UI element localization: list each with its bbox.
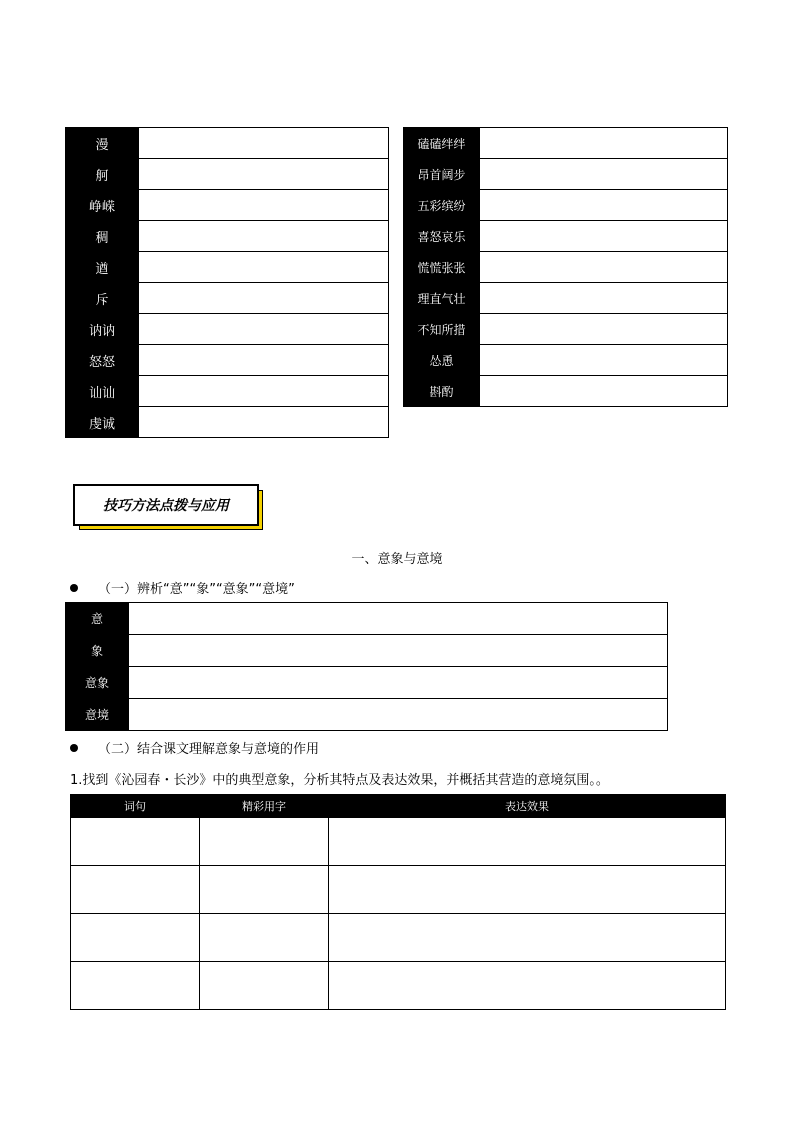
answer-field[interactable] bbox=[139, 190, 389, 221]
effect-cell[interactable] bbox=[329, 914, 726, 962]
vocab-word: 漫 bbox=[66, 128, 139, 159]
answer-field[interactable] bbox=[139, 252, 389, 283]
answer-field[interactable] bbox=[480, 190, 728, 221]
phrase-cell[interactable] bbox=[71, 866, 200, 914]
answer-field[interactable] bbox=[480, 345, 728, 376]
term-row bbox=[66, 699, 668, 731]
vocab-word: 五彩缤纷 bbox=[404, 190, 480, 221]
phrase-cell[interactable] bbox=[71, 962, 200, 1010]
key-word-cell[interactable] bbox=[200, 914, 329, 962]
method-banner bbox=[73, 484, 263, 530]
task-instruction: 1.找到《沁园春・长沙》中的典型意象，分析其特点及表达效果，并概括其营造的意境氛围。。 bbox=[70, 773, 609, 788]
term-answer-field[interactable] bbox=[129, 699, 668, 731]
vocab-word: 怒怒 bbox=[66, 345, 139, 376]
phrase-cell[interactable] bbox=[71, 914, 200, 962]
answer-field[interactable] bbox=[139, 221, 389, 252]
answer-field[interactable] bbox=[480, 159, 728, 190]
answer-field[interactable] bbox=[480, 128, 728, 159]
vocab-row bbox=[404, 159, 728, 190]
bullet-icon bbox=[70, 744, 78, 752]
bullet-icon bbox=[70, 584, 78, 592]
answer-field[interactable] bbox=[480, 376, 728, 407]
vocab-row bbox=[66, 159, 389, 190]
vocab-word: 斟酌 bbox=[404, 376, 480, 407]
key-word-cell[interactable] bbox=[200, 866, 329, 914]
vocab-row bbox=[66, 407, 389, 438]
vocab-row bbox=[66, 376, 389, 407]
vocab-word: 峥嵘 bbox=[66, 190, 139, 221]
term-row bbox=[66, 603, 668, 635]
vocab-row bbox=[66, 283, 389, 314]
analysis-header-row bbox=[71, 795, 726, 818]
vocab-word: 虔诚 bbox=[66, 407, 139, 438]
vocab-word: 慌慌张张 bbox=[404, 252, 480, 283]
vocab-word: 稠 bbox=[66, 221, 139, 252]
analysis-table bbox=[70, 794, 726, 1010]
terms-table bbox=[65, 602, 668, 731]
term-label: 象 bbox=[66, 635, 129, 667]
header-cell: 词句 bbox=[71, 795, 200, 818]
subsection-2-text: （二）结合课文理解意象与意境的作用 bbox=[98, 742, 320, 757]
answer-field[interactable] bbox=[480, 221, 728, 252]
answer-field[interactable] bbox=[139, 314, 389, 345]
vocab-row bbox=[404, 345, 728, 376]
effect-cell[interactable] bbox=[329, 818, 726, 866]
vocab-table-right bbox=[403, 127, 728, 407]
key-word-cell[interactable] bbox=[200, 818, 329, 866]
vocab-row bbox=[66, 190, 389, 221]
header-cell: 表达效果 bbox=[329, 795, 726, 818]
vocab-word: 昂首阔步 bbox=[404, 159, 480, 190]
vocab-word: 斥 bbox=[66, 283, 139, 314]
vocab-word: 遒 bbox=[66, 252, 139, 283]
term-answer-field[interactable] bbox=[129, 635, 668, 667]
vocab-table-left bbox=[65, 127, 389, 438]
answer-field[interactable] bbox=[480, 252, 728, 283]
analysis-row bbox=[71, 962, 726, 1010]
vocab-row bbox=[66, 314, 389, 345]
vocab-row bbox=[404, 283, 728, 314]
effect-cell[interactable] bbox=[329, 962, 726, 1010]
vocab-row bbox=[66, 128, 389, 159]
vocab-row bbox=[404, 128, 728, 159]
term-label: 意境 bbox=[66, 699, 129, 731]
answer-field[interactable] bbox=[139, 376, 389, 407]
subsection-1-text: （一）辨析“意”“象”“意象”“意境” bbox=[98, 582, 295, 597]
vocab-word: 磕磕绊绊 bbox=[404, 128, 480, 159]
answer-field[interactable] bbox=[480, 283, 728, 314]
vocab-word: 讪讪 bbox=[66, 376, 139, 407]
section-title: 一、意象与意境 bbox=[351, 552, 443, 567]
term-row bbox=[66, 635, 668, 667]
vocab-row bbox=[404, 376, 728, 407]
banner-title: 技巧方法点拨与应用 bbox=[73, 484, 259, 526]
vocab-row bbox=[404, 314, 728, 345]
analysis-row bbox=[71, 914, 726, 962]
term-label: 意象 bbox=[66, 667, 129, 699]
vocab-word: 喜怒哀乐 bbox=[404, 221, 480, 252]
vocab-row bbox=[66, 252, 389, 283]
term-label: 意 bbox=[66, 603, 129, 635]
vocab-word: 不知所措 bbox=[404, 314, 480, 345]
vocab-word: 理直气壮 bbox=[404, 283, 480, 314]
answer-field[interactable] bbox=[139, 128, 389, 159]
vocab-row bbox=[66, 345, 389, 376]
analysis-row bbox=[71, 866, 726, 914]
answer-field[interactable] bbox=[139, 345, 389, 376]
vocab-word: 讷讷 bbox=[66, 314, 139, 345]
vocab-row bbox=[404, 221, 728, 252]
answer-field[interactable] bbox=[139, 407, 389, 438]
answer-field[interactable] bbox=[480, 314, 728, 345]
vocab-row bbox=[404, 190, 728, 221]
subsection-heading-2 bbox=[70, 738, 319, 757]
vocab-word: 舸 bbox=[66, 159, 139, 190]
phrase-cell[interactable] bbox=[71, 818, 200, 866]
subsection-heading-1 bbox=[70, 578, 295, 597]
effect-cell[interactable] bbox=[329, 866, 726, 914]
key-word-cell[interactable] bbox=[200, 962, 329, 1010]
vocab-row bbox=[66, 221, 389, 252]
term-answer-field[interactable] bbox=[129, 667, 668, 699]
vocab-row bbox=[404, 252, 728, 283]
answer-field[interactable] bbox=[139, 159, 389, 190]
term-row bbox=[66, 667, 668, 699]
vocab-word: 怂恿 bbox=[404, 345, 480, 376]
answer-field[interactable] bbox=[139, 283, 389, 314]
term-answer-field[interactable] bbox=[129, 603, 668, 635]
header-cell: 精彩用字 bbox=[200, 795, 329, 818]
analysis-row bbox=[71, 818, 726, 866]
